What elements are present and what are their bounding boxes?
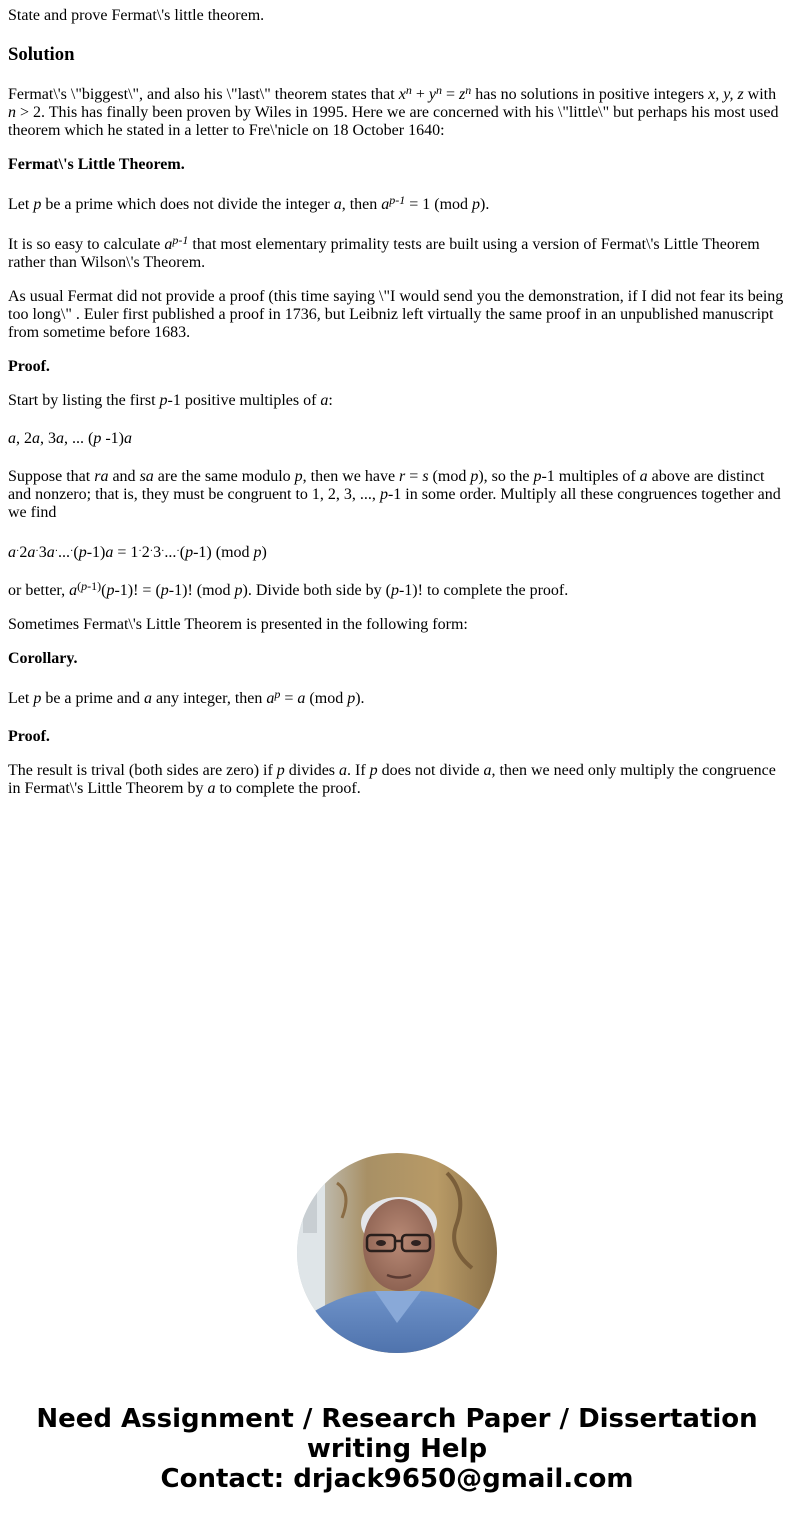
intro-paragraph: Fermat\'s \"biggest\", and also his \"last\" theorem states that $x^n + y^n = z^n$ has no solutions in positive integers x, y, z with n > 2. This has finally been proven by Wiles in 1995. Here we are concerned with his \"little\" but perhaps his most used theorem which he stated in a letter to Fre\'nicle on 18 October 1640: (8, 83, 779, 139)
promo-banner (0, 1404, 794, 1494)
theorem-statement: Let p be a prime which does not divide the integer a, then $a^{p-1} = 1$ (mod p). (8, 193, 490, 213)
author-portrait (297, 1153, 497, 1353)
multiples-list: a, 2a, 3a, ... (p -1)a (8, 430, 132, 447)
primality-paragraph: It is so easy to calculate $a^{p-1}$ that most elementary primality tests are built using a version of Fermat\'s Little Theorem rather than Wilson\'s Theorem. (8, 233, 760, 271)
history-paragraph: As usual Fermat did not provide a proof (this time saying \"I would send you the demonstration, if I did not fear its being too long\" . Euler first published a proof in 1736, but Leibniz left virtually the same proof in an unpublished manuscript from sometime before 1683. (8, 288, 784, 341)
corollary-heading: Corollary. (8, 650, 78, 667)
suppose-paragraph: Suppose that ra and sa are the same modulo p, then we have r = s (mod p), so the p-1 multiples of a above are distinct and nonzero; that is, they must be congruent to 1, 2, 3, ..., p-1 in some order. Multiply all these congruences together and we find (8, 468, 781, 521)
sometimes-paragraph: Sometimes Fermat\'s Little Theorem is presented in the following form: (8, 616, 468, 633)
better-paragraph: or better, $a^{(p-1)}(p-1)$! = (p-1)! (mod p). Divide both side by (p-1)! to complete the proof. (8, 579, 569, 599)
promo-contact-line: Contact: drjack9650@gmail.com (160, 1464, 634, 1494)
document (8, 7, 786, 814)
product-congruence: a·2a·3a·...·(p-1)a = 1·2·3·...·(p-1) (mod p) (8, 544, 267, 561)
promo-line-1: Need Assignment / Research Paper / Dissertation (36, 1404, 758, 1434)
solution-heading: Solution (8, 44, 75, 65)
theorem-title: Fermat\'s Little Theorem. (8, 156, 185, 173)
final-proof-paragraph: The result is trival (both sides are zero) if p divides a. If p does not divide a, then we need only multiply the congruence in Fermat\'s Little Theorem by a to complete the proof. (8, 762, 776, 797)
proof-heading: Proof. (8, 358, 50, 375)
author-photo-illustration (297, 1153, 497, 1353)
question-text: State and prove Fermat\'s little theorem. (8, 7, 265, 24)
proof-heading-2: Proof. (8, 728, 50, 745)
start-paragraph: Start by listing the first p-1 positive multiples of a: (8, 392, 333, 409)
promo-line-2: writing Help (306, 1434, 488, 1464)
corollary-statement: Let p be a prime and a any integer, then $a^p = a$ (mod p). (8, 687, 365, 707)
